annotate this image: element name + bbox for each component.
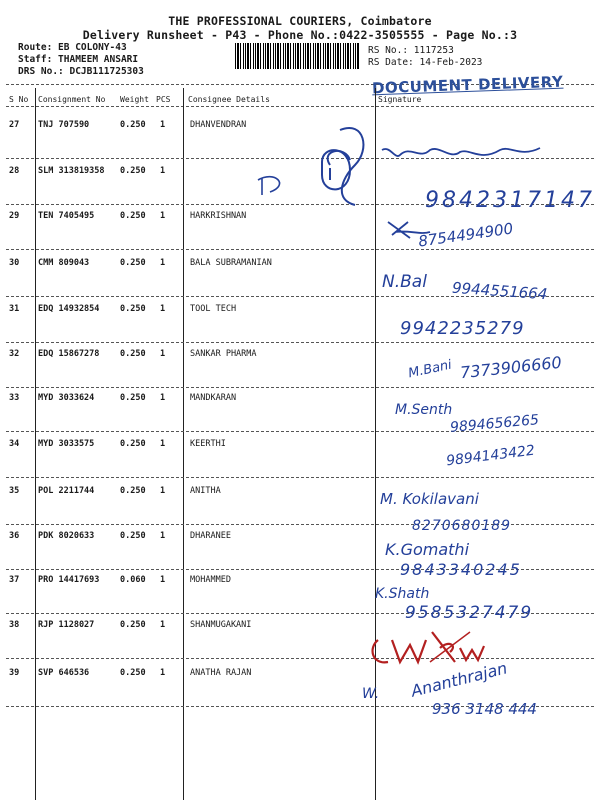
weight-value: 0.250 xyxy=(120,120,146,130)
weight-value: 0.250 xyxy=(120,258,146,268)
col-signature: Signature xyxy=(378,95,422,104)
consignee-name: ANATHA RAJAN xyxy=(190,668,252,678)
consignee-name: BALA SUBRAMANIAN xyxy=(190,258,272,268)
col-sno: S No xyxy=(9,95,29,104)
pieces-count: 1 xyxy=(160,439,166,449)
route-label: Route: EB COLONY-43 xyxy=(18,42,127,53)
header-divider-bottom xyxy=(6,106,594,107)
pieces-count: 1 xyxy=(160,575,166,585)
handwritten-name: M.Senth xyxy=(395,402,453,418)
consignee-name: ANITHA xyxy=(190,486,221,496)
serial-number: 34 xyxy=(9,439,20,449)
serial-number: 27 xyxy=(9,120,20,130)
table-row xyxy=(0,668,600,714)
drs-number: DRS No.: DCJB111725303 xyxy=(18,66,144,77)
consignee-name: SHANMUGAKANI xyxy=(190,620,252,630)
consignment-number: MYD 3033624 xyxy=(38,393,95,403)
weight-value: 0.250 xyxy=(120,668,146,678)
weight-value: 0.250 xyxy=(120,486,146,496)
consignee-name: MANDKARAN xyxy=(190,393,237,403)
row-divider xyxy=(6,296,594,297)
handwritten-name: K.Gomathi xyxy=(385,540,470,559)
consignment-number: TEN 7405495 xyxy=(38,211,95,221)
row-divider xyxy=(6,249,594,250)
serial-number: 36 xyxy=(9,531,20,541)
serial-number: 33 xyxy=(9,393,20,403)
row-divider xyxy=(6,477,594,478)
row-divider xyxy=(6,524,594,525)
runsheet-subtitle: Delivery Runsheet - P43 - Phone No.:0422-3505555 - Page No.:3 xyxy=(82,28,518,42)
pieces-count: 1 xyxy=(160,304,166,314)
handwritten-phone: 9585327479 xyxy=(405,603,534,623)
consignee-name: MOHAMMED xyxy=(190,575,231,585)
consignment-number: MYD 3033575 xyxy=(38,439,95,449)
table-row xyxy=(0,304,600,350)
serial-number: 31 xyxy=(9,304,20,314)
consignment-number: SLM 313819358 xyxy=(38,166,105,176)
serial-number: 28 xyxy=(9,166,20,176)
handwritten-name: N.Bal xyxy=(382,272,427,292)
consignment-number: PDK 8020633 xyxy=(38,531,95,541)
barcode xyxy=(235,43,360,69)
handwritten-phone: 9894143422 xyxy=(445,442,536,470)
handwritten-initial: W. xyxy=(362,686,380,702)
handwritten-name: M. Kokilavani xyxy=(380,490,479,508)
table-row xyxy=(0,439,600,485)
pieces-count: 1 xyxy=(160,349,166,359)
consignee-name: TOOL TECH xyxy=(190,304,237,314)
serial-number: 32 xyxy=(9,349,20,359)
table-row xyxy=(0,166,600,212)
serial-number: 39 xyxy=(9,668,20,678)
row-divider xyxy=(6,387,594,388)
table-row xyxy=(0,486,600,532)
consignee-name: HARKRISHNAN xyxy=(190,211,247,221)
pieces-count: 1 xyxy=(160,620,166,630)
col-consignment: Consignment No xyxy=(38,95,106,104)
pieces-count: 1 xyxy=(160,258,166,268)
table-row xyxy=(0,531,600,577)
consignment-number: EDQ 14932854 xyxy=(38,304,100,314)
table-row xyxy=(0,211,600,257)
row-divider xyxy=(6,658,594,659)
consignee-name: SANKAR PHARMA xyxy=(190,349,257,359)
handwritten-phone: 8270680189 xyxy=(412,518,512,534)
weight-value: 0.250 xyxy=(120,439,146,449)
consignee-name: DHARANEE xyxy=(190,531,231,541)
weight-value: 0.250 xyxy=(120,620,146,630)
table-row xyxy=(0,258,600,304)
pieces-count: 1 xyxy=(160,166,166,176)
handwritten-phone: 936 3148 444 xyxy=(432,700,537,718)
pieces-count: 1 xyxy=(160,211,166,221)
handwritten-name: K.Shath xyxy=(375,586,430,602)
table-row xyxy=(0,575,600,621)
rs-number: RS No.: 1117253 xyxy=(368,45,454,56)
table-row xyxy=(0,393,600,439)
row-divider xyxy=(6,204,594,205)
row-divider xyxy=(6,613,594,614)
weight-value: 0.250 xyxy=(120,349,146,359)
handwritten-phone: 7373906660 xyxy=(459,352,563,383)
consignment-number: PRO 14417693 xyxy=(38,575,100,585)
row-divider xyxy=(6,158,594,159)
handwritten-phone: 9942235279 xyxy=(400,318,525,339)
row-divider xyxy=(6,706,594,707)
pieces-count: 1 xyxy=(160,531,166,541)
col-pcs: PCS xyxy=(156,95,171,104)
weight-value: 0.060 xyxy=(120,575,146,585)
consignee-name: DHANVENDRAN xyxy=(190,120,247,130)
weight-value: 0.250 xyxy=(120,393,146,403)
row-divider xyxy=(6,342,594,343)
weight-value: 0.250 xyxy=(120,304,146,314)
pieces-count: 1 xyxy=(160,668,166,678)
row-divider xyxy=(6,431,594,432)
company-title: THE PROFESSIONAL COURIERS, Coimbatore xyxy=(168,14,432,28)
consignment-number: EDQ 15867278 xyxy=(38,349,100,359)
table-row xyxy=(0,120,600,166)
handwritten-phone: 9843340245 xyxy=(400,560,522,579)
serial-number: 38 xyxy=(9,620,20,630)
handwritten-name: M.Bani xyxy=(406,357,454,382)
col-weight: Weight xyxy=(120,95,149,104)
serial-number: 37 xyxy=(9,575,20,585)
handwritten-name: Ananthrajan xyxy=(409,658,510,701)
row-divider xyxy=(6,569,594,570)
serial-number: 29 xyxy=(9,211,20,221)
serial-number: 30 xyxy=(9,258,20,268)
table-row xyxy=(0,620,600,666)
consignment-number: RJP 1128027 xyxy=(38,620,95,630)
handwritten-phone: 9944551664 xyxy=(451,278,548,304)
document-delivery-stamp: DOCUMENT DELIVERY xyxy=(371,72,564,98)
pieces-count: 1 xyxy=(160,120,166,130)
consignee-name: KEERTHI xyxy=(190,439,226,449)
pieces-count: 1 xyxy=(160,486,166,496)
consignment-number: POL 2211744 xyxy=(38,486,95,496)
weight-value: 0.250 xyxy=(120,166,146,176)
serial-number: 35 xyxy=(9,486,20,496)
staff-label: Staff: THAMEEM ANSARI xyxy=(18,54,139,65)
handwritten-phone: 8754494900 xyxy=(417,219,515,251)
handwritten-phone: 9842317147 xyxy=(425,188,595,213)
weight-value: 0.250 xyxy=(120,211,146,221)
consignment-number: TNJ 707590 xyxy=(38,120,90,130)
rs-date: RS Date: 14-Feb-2023 xyxy=(368,57,483,68)
weight-value: 0.250 xyxy=(120,531,146,541)
handwritten-phone: 9894656265 xyxy=(449,412,540,436)
consignment-number: CMM 809043 xyxy=(38,258,90,268)
col-consignee: Consignee Details xyxy=(188,95,270,104)
table-row xyxy=(0,349,600,395)
consignment-number: SVP 646536 xyxy=(38,668,90,678)
pieces-count: 1 xyxy=(160,393,166,403)
